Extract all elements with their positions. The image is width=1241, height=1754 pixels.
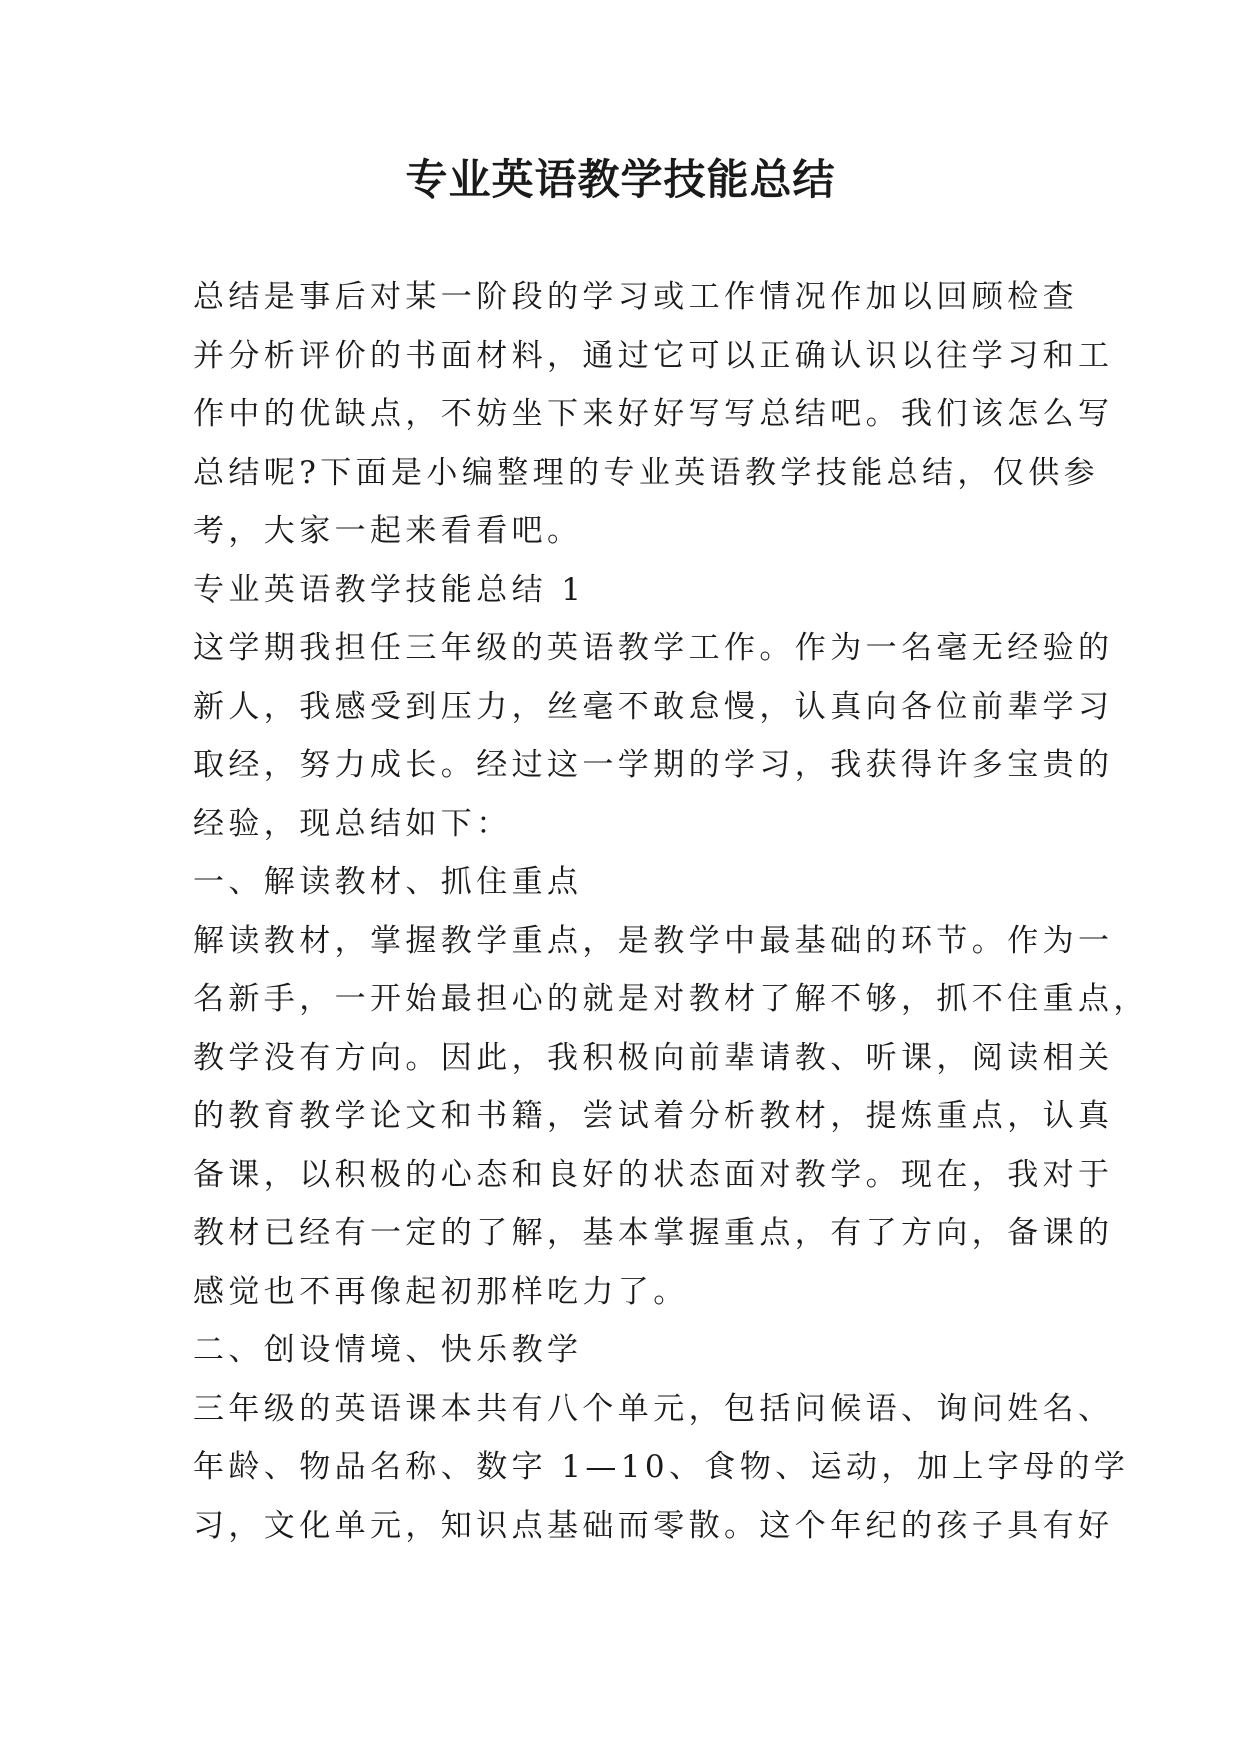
text-line: 总结是事后对某一阶段的学习或工作情况作加以回顾检查 bbox=[193, 279, 1078, 315]
text-line: 新人，我感受到压力，丝毫不敢怠慢，认真向各位前辈学习 bbox=[193, 688, 1114, 725]
subsection-heading: 一、解读教材、抓住重点 bbox=[193, 864, 583, 900]
text-line: 的教育教学论文和书籍，尝试着分析教材，提炼重点，认真 bbox=[193, 1098, 1114, 1134]
text-line: 并分析评价的书面材料，通过它可以正确认识以往学习和工 bbox=[193, 337, 1114, 374]
document-body bbox=[193, 268, 1149, 1555]
text-line: 习，文化单元，知识点基础而零散。这个年纪的孩子具有好 bbox=[193, 1507, 1114, 1544]
text-line: 备课，以积极的心态和良好的状态面对教学。现在，我对于 bbox=[193, 1156, 1114, 1193]
text-line: 经验，现总结如下： bbox=[193, 805, 512, 842]
text-line: 名新手，一开始最担心的就是对教材了解不够，抓不住重点， bbox=[193, 981, 1149, 1017]
text-line: 解读教材，掌握教学重点，是教学中最基础的环节。作为一 bbox=[193, 922, 1114, 959]
subsection-heading: 二、创设情境、快乐教学 bbox=[193, 1332, 583, 1368]
text-line: 年龄、物品名称、数字 1—10、食物、运动，加上字母的学 bbox=[193, 1449, 1130, 1485]
text-line: 取经，努力成长。经过这一学期的学习，我获得许多宝贵的 bbox=[193, 747, 1114, 783]
text-line: 三年级的英语课本共有八个单元，包括问候语、询问姓名、 bbox=[193, 1390, 1114, 1427]
text-line: 感觉也不再像起初那样吃力了。 bbox=[193, 1273, 689, 1310]
section-heading: 专业英语教学技能总结 1 bbox=[193, 571, 586, 608]
text-line: 教材已经有一定的了解，基本掌握重点，有了方向，备课的 bbox=[193, 1215, 1114, 1251]
text-line: 作中的优缺点，不妨坐下来好好写写总结吧。我们该怎么写 bbox=[193, 396, 1114, 432]
text-line: 总结呢?下面是小编整理的专业英语教学技能总结，仅供参 bbox=[193, 454, 1100, 491]
text-line: 教学没有方向。因此，我积极向前辈请教、听课，阅读相关 bbox=[193, 1039, 1114, 1076]
text-line: 这学期我担任三年级的英语教学工作。作为一名毫无经验的 bbox=[193, 630, 1114, 666]
document-title: 专业英语教学技能总结 bbox=[405, 155, 836, 204]
text-line: 考，大家一起来看看吧。 bbox=[193, 513, 583, 549]
